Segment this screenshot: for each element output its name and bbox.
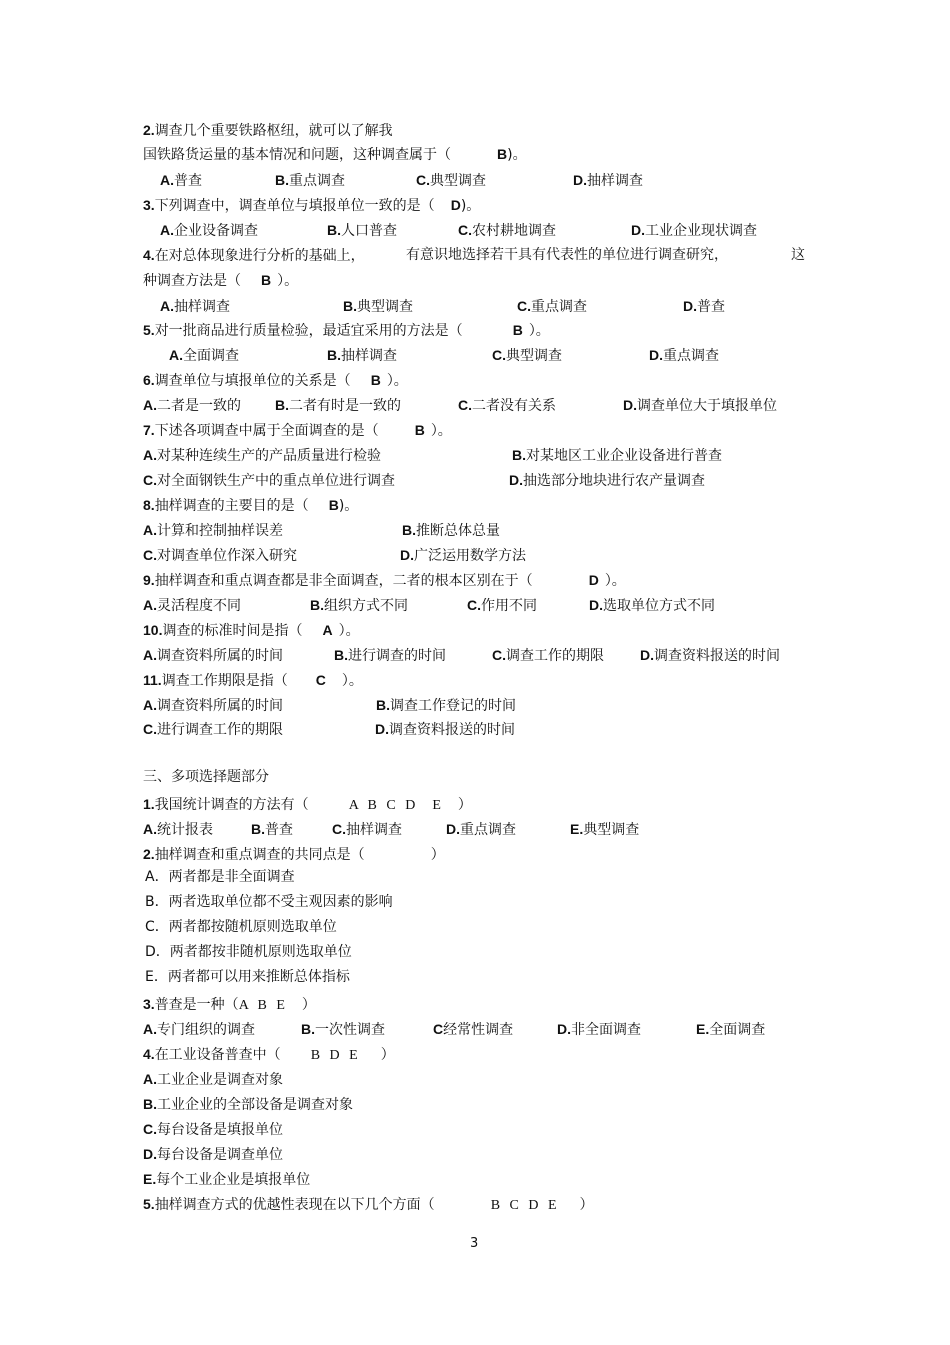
q8-option-a: A.计算和控制抽样误差 bbox=[143, 522, 283, 539]
m1-text: 1.我国统计调查的方法有（ A B C D E ） bbox=[143, 796, 472, 813]
q8-option-c: C.对调查单位作深入研究 bbox=[143, 547, 297, 564]
m4-option-e: E.每个工业企业是填报单位 bbox=[143, 1171, 311, 1188]
q7-option-b: B.对某地区工业企业设备进行普查 bbox=[512, 447, 722, 464]
q9-option-b: B.组织方式不同 bbox=[310, 597, 408, 614]
q11-text: 11.调查工作期限是指（ C ）。 bbox=[143, 672, 363, 689]
q3-option-c: C.农村耕地调查 bbox=[458, 222, 556, 239]
q5-text: 5.对一批商品进行质量检验，最适宜采用的方法是（ B ）。 bbox=[143, 322, 550, 339]
q3-option-a: A.企业设备调查 bbox=[160, 222, 258, 239]
q3-text: 3.下列调查中，调查单位与填报单位一致的是（ D)。 bbox=[143, 197, 481, 214]
m1-option-e: E.典型调查 bbox=[570, 821, 640, 838]
m1-option-d: D.重点调查 bbox=[446, 821, 516, 838]
q7-text: 7.下述各项调查中属于全面调查的是（ B ）。 bbox=[143, 422, 452, 439]
q11-option-a: A.调查资料所属的时间 bbox=[143, 697, 283, 714]
q4-line2: 种调查方法是（ B ）。 bbox=[143, 272, 299, 289]
q2-line2: 国铁路货运量的基本情况和问题，这种调查属于（ B)。 bbox=[143, 146, 527, 163]
m1-option-a: A.统计报表 bbox=[143, 821, 213, 838]
q3-option-d: D.工业企业现状调查 bbox=[631, 222, 757, 239]
q10-text: 10.调查的标准时间是指（ A ）。 bbox=[143, 622, 360, 639]
m2-text: 2.抽样调查和重点调查的共同点是（ ） bbox=[143, 846, 445, 863]
page-number: 3 bbox=[470, 1236, 479, 1251]
m4-text: 4.在工业设备普查中（ B D E ） bbox=[143, 1046, 395, 1063]
m3-text: 3.普查是一种（A B E ） bbox=[143, 996, 316, 1013]
q2-option-c: C.典型调查 bbox=[416, 172, 486, 189]
q4-option-c: C.重点调查 bbox=[517, 298, 587, 315]
m2-option-d: D．两者都按非随机原则选取单位 bbox=[145, 944, 352, 960]
q5-option-a: A.全面调查 bbox=[169, 347, 239, 364]
q7-option-a: A.对某种连续生产的产品质量进行检验 bbox=[143, 447, 381, 464]
m3-option-e: E.全面调查 bbox=[696, 1021, 766, 1038]
m2-option-a: A．两者都是非全面调查 bbox=[145, 869, 295, 885]
q11-option-d: D.调查资料报送的时间 bbox=[375, 721, 515, 738]
m1-option-c: C.抽样调查 bbox=[332, 821, 402, 838]
m4-option-b: B.工业企业的全部设备是调查对象 bbox=[143, 1096, 353, 1113]
q2-option-d: D.抽样调查 bbox=[573, 172, 643, 189]
q10-option-a: A.调查资料所属的时间 bbox=[143, 647, 283, 664]
q6-text: 6.调查单位与填报单位的关系是（ B ）。 bbox=[143, 372, 408, 389]
m4-option-d: D.每台设备是调查单位 bbox=[143, 1146, 283, 1163]
m3-option-d: D.非全面调查 bbox=[557, 1021, 641, 1038]
q8-text: 8.抽样调查的主要目的是（ B)。 bbox=[143, 497, 359, 514]
m3-option-b: B.一次性调查 bbox=[301, 1021, 385, 1038]
q10-option-c: C.调查工作的期限 bbox=[492, 647, 604, 664]
q10-option-d: D.调查资料报送的时间 bbox=[640, 647, 780, 664]
q2-line1: 2.调查几个重要铁路枢纽，就可以了解我 bbox=[143, 122, 393, 139]
m3-option-a: A.专门组织的调查 bbox=[143, 1021, 255, 1038]
q4-option-a: A.抽样调查 bbox=[160, 298, 230, 315]
q6-option-a: A.二者是一致的 bbox=[143, 397, 241, 414]
m1-option-b: B.普查 bbox=[251, 821, 293, 838]
q4-option-b: B.典型调查 bbox=[343, 298, 413, 315]
m2-option-b: B．两者选取单位都不受主观因素的影响 bbox=[145, 894, 393, 910]
q4-line1-cont: 有意识地选择若干具有代表性的单位进行调查研究， bbox=[406, 247, 728, 263]
q9-option-a: A.灵活程度不同 bbox=[143, 597, 241, 614]
m4-option-a: A.工业企业是调查对象 bbox=[143, 1071, 283, 1088]
q4-line1: 4.在对总体现象进行分析的基础上， bbox=[143, 247, 365, 264]
q9-option-d: D.选取单位方式不同 bbox=[589, 597, 715, 614]
section-heading: 三、多项选择题部分 bbox=[143, 769, 269, 785]
q3-option-b: B.人口普查 bbox=[327, 222, 397, 239]
m4-option-c: C.每台设备是填报单位 bbox=[143, 1121, 283, 1138]
q8-option-b: B.推断总体总量 bbox=[402, 522, 500, 539]
m2-option-c: C．两者都按随机原则选取单位 bbox=[145, 919, 337, 935]
q10-option-b: B.进行调查的时间 bbox=[334, 647, 446, 664]
q7-option-c: C.对全面钢铁生产中的重点单位进行调查 bbox=[143, 472, 395, 489]
q9-option-c: C.作用不同 bbox=[467, 597, 537, 614]
q11-option-c: C.进行调查工作的期限 bbox=[143, 721, 283, 738]
q4-option-d: D.普查 bbox=[683, 298, 725, 315]
m5-text: 5.抽样调查方式的优越性表现在以下几个方面（ B C D E ） bbox=[143, 1196, 594, 1213]
m2-option-e: E．两者都可以用来推断总体指标 bbox=[145, 969, 350, 985]
q5-option-b: B.抽样调查 bbox=[327, 347, 397, 364]
q5-option-c: C.典型调查 bbox=[492, 347, 562, 364]
q11-option-b: B.调查工作登记的时间 bbox=[376, 697, 516, 714]
q6-option-d: D.调查单位大于填报单位 bbox=[623, 397, 777, 414]
q9-text: 9.抽样调查和重点调查都是非全面调查，二者的根本区别在于（ D ）。 bbox=[143, 572, 626, 589]
m3-option-c: C经常性调查 bbox=[433, 1021, 514, 1038]
q4-line1-end: 这 bbox=[791, 247, 805, 263]
q6-option-c: C.二者没有关系 bbox=[458, 397, 556, 414]
q7-option-d: D.抽选部分地块进行农产量调查 bbox=[509, 472, 705, 489]
q2-option-a: A.普查 bbox=[160, 172, 202, 189]
q2-option-b: B.重点调查 bbox=[275, 172, 345, 189]
q5-option-d: D.重点调查 bbox=[649, 347, 719, 364]
q6-option-b: B.二者有时是一致的 bbox=[275, 397, 401, 414]
q8-option-d: D.广泛运用数学方法 bbox=[400, 547, 526, 564]
